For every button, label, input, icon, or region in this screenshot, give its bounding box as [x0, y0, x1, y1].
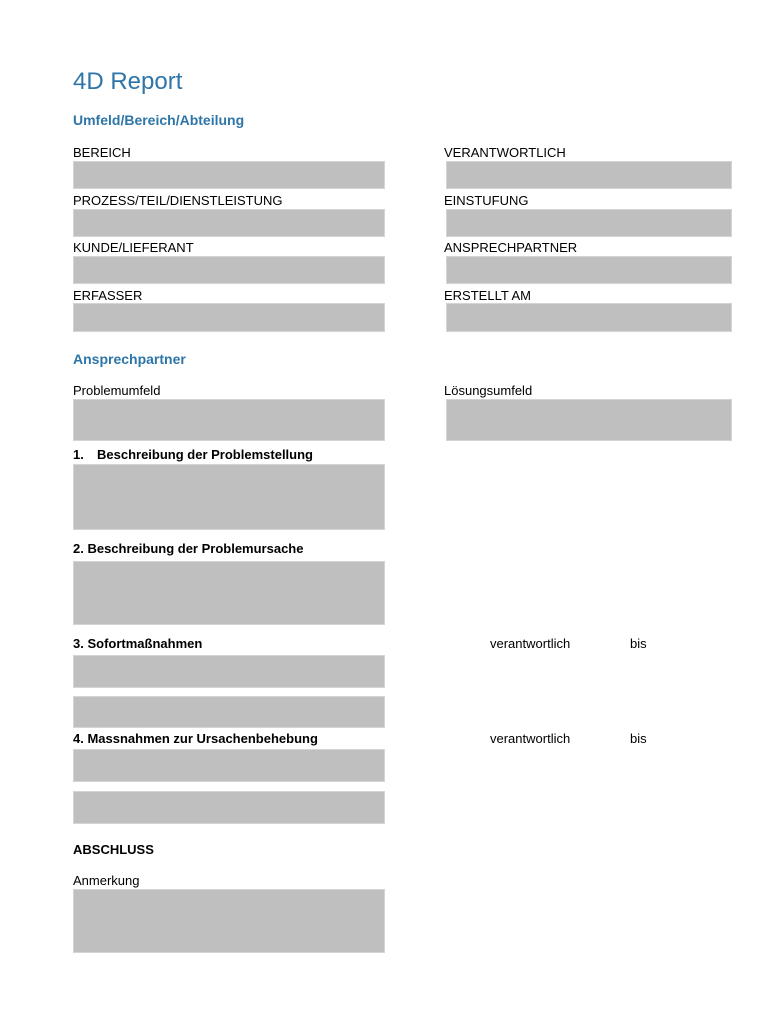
field-bereich[interactable]	[73, 161, 385, 189]
label-ansprechpartner: ANSPRECHPARTNER	[444, 240, 578, 255]
field-loesungsumfeld[interactable]	[446, 399, 732, 441]
field-erfasser[interactable]	[73, 303, 385, 332]
field-step4-massnahme-1[interactable]	[73, 749, 385, 782]
label-kunde: KUNDE/LIEFERANT	[73, 240, 194, 255]
field-step4-massnahme-2[interactable]	[73, 791, 385, 824]
field-verantwortlich[interactable]	[446, 161, 732, 189]
label-verantwortlich: VERANTWORTLICH	[444, 145, 566, 160]
field-ansprechpartner[interactable]	[446, 256, 732, 284]
field-problemumfeld[interactable]	[73, 399, 385, 441]
closing-heading: ABSCHLUSS	[73, 842, 154, 857]
step4-until-label: bis	[630, 731, 647, 746]
field-step2-problemursache[interactable]	[73, 561, 385, 625]
field-step1-problemstellung[interactable]	[73, 464, 385, 530]
field-step3-sofortmassnahme-2[interactable]	[73, 696, 385, 728]
label-einstufung: EINSTUFUNG	[444, 193, 529, 208]
step3-label: 3. Sofortmaßnahmen	[73, 636, 203, 651]
step4-label: 4. Massnahmen zur Ursachenbehebung	[73, 731, 318, 746]
document-title: 4D Report	[73, 68, 183, 95]
field-einstufung[interactable]	[446, 209, 732, 237]
label-anmerkung: Anmerkung	[73, 873, 140, 888]
label-erfasser: ERFASSER	[73, 288, 143, 303]
label-problemumfeld: Problemumfeld	[73, 383, 161, 398]
field-step3-sofortmassnahme-1[interactable]	[73, 655, 385, 688]
section-heading-ansprechpartner: Ansprechpartner	[73, 351, 186, 367]
field-anmerkung[interactable]	[73, 889, 385, 953]
section-heading-umfeld: Umfeld/Bereich/Abteilung	[73, 112, 245, 128]
step4-responsible-label: verantwortlich	[490, 731, 571, 746]
step3-until-label: bis	[630, 636, 647, 651]
field-prozess[interactable]	[73, 209, 385, 237]
field-erstellt-am[interactable]	[446, 303, 732, 332]
step1-number: 1.	[73, 447, 84, 462]
step3-responsible-label: verantwortlich	[490, 636, 571, 651]
step1-label: Beschreibung der Problemstellung	[97, 447, 313, 462]
step2-label: 2. Beschreibung der Problemursache	[73, 541, 304, 556]
field-kunde[interactable]	[73, 256, 385, 284]
label-erstellt-am: ERSTELLT AM	[444, 288, 531, 303]
label-loesungsumfeld: Lösungsumfeld	[444, 383, 533, 398]
label-bereich: BEREICH	[73, 145, 131, 160]
label-prozess: PROZESS/TEIL/DIENSTLEISTUNG	[73, 193, 283, 208]
